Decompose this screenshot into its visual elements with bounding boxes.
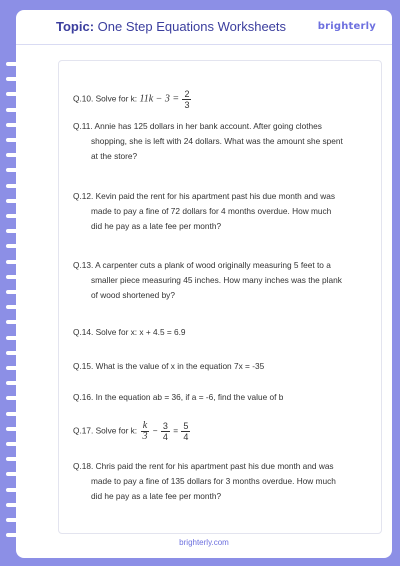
- question-number: Q.16.: [73, 392, 94, 402]
- question-18: [73, 459, 336, 504]
- fraction-numerator: k: [142, 420, 148, 431]
- page-title: [56, 19, 286, 34]
- question-11: [73, 119, 343, 164]
- question-line: Kevin paid the rent for his apartment past his due month and was: [95, 191, 335, 201]
- question-number: Q.14.: [73, 327, 94, 337]
- question-line: did he pay as a late fee per month?: [91, 221, 222, 231]
- question-number: Q.12.: [73, 191, 94, 201]
- topic-label: Topic:: [56, 19, 95, 34]
- fraction-denominator: 3: [142, 431, 148, 442]
- question-number: Q.13.: [73, 260, 94, 270]
- operator: −: [152, 425, 158, 436]
- question-16: [73, 390, 283, 405]
- question-14: [73, 325, 186, 340]
- fraction: [182, 89, 191, 110]
- fraction-denominator: 4: [183, 432, 189, 442]
- question-line: of wood shortened by?: [91, 290, 175, 300]
- question-12: [73, 189, 335, 234]
- question-number: Q.15.: [73, 361, 94, 371]
- fraction-numerator: 5: [183, 421, 189, 431]
- fraction-numerator: 2: [184, 89, 190, 99]
- topic-title: One Step Equations Worksheets: [97, 19, 287, 34]
- question-line: did he pay as a late fee per month?: [91, 491, 222, 501]
- fraction: [181, 421, 190, 442]
- fraction-denominator: 4: [162, 432, 168, 442]
- fraction: [140, 421, 149, 442]
- question-text: In the equation ab = 36, if a = -6, find the value of b: [95, 392, 284, 402]
- question-line: shopping, she is left with 24 dollars. What was the amount she spent: [91, 136, 343, 146]
- question-13: [73, 258, 342, 303]
- question-line: smaller piece measuring 45 inches. How many inches was the plank: [91, 275, 342, 285]
- question-text: What is the value of x in the equation 7x = -35: [95, 361, 265, 371]
- question-text: Solve for k:: [95, 93, 138, 104]
- question-17: [73, 421, 191, 442]
- footer-url[interactable]: brighterly.com: [179, 538, 229, 547]
- question-number: Q.18.: [73, 461, 94, 471]
- fraction-denominator: 3: [184, 100, 190, 110]
- question-text: Solve for x: x + 4.5 = 6.9: [95, 327, 186, 337]
- question-line: made to pay a fine of 72 dollars for 4 months overdue. How much: [91, 206, 332, 216]
- question-line: made to pay a fine of 135 dollars for 3 months overdue. How much: [91, 476, 336, 486]
- worksheet-page: [16, 10, 392, 558]
- fraction: [161, 421, 170, 442]
- equals-sign: =: [173, 425, 179, 436]
- question-10: [73, 89, 192, 110]
- question-number: Q.10.: [73, 93, 94, 104]
- equation-lhs: 11k − 3 =: [139, 93, 180, 105]
- question-text: Solve for k:: [95, 425, 138, 436]
- question-line: A carpenter cuts a plank of wood originally measuring 5 feet to a: [95, 260, 331, 270]
- fraction-numerator: 3: [162, 421, 168, 431]
- question-15: [73, 359, 264, 374]
- questions-panel: [58, 60, 382, 534]
- question-number: Q.17.: [73, 425, 94, 436]
- question-line: at the store?: [91, 151, 138, 161]
- worksheet-header: [16, 10, 392, 45]
- brand-logo: brighterly: [317, 21, 376, 32]
- question-line: Chris paid the rent for his apartment past his due month and was: [95, 461, 334, 471]
- question-line: Annie has 125 dollars in her bank account. After going clothes: [94, 121, 322, 131]
- question-number: Q.11.: [73, 121, 93, 131]
